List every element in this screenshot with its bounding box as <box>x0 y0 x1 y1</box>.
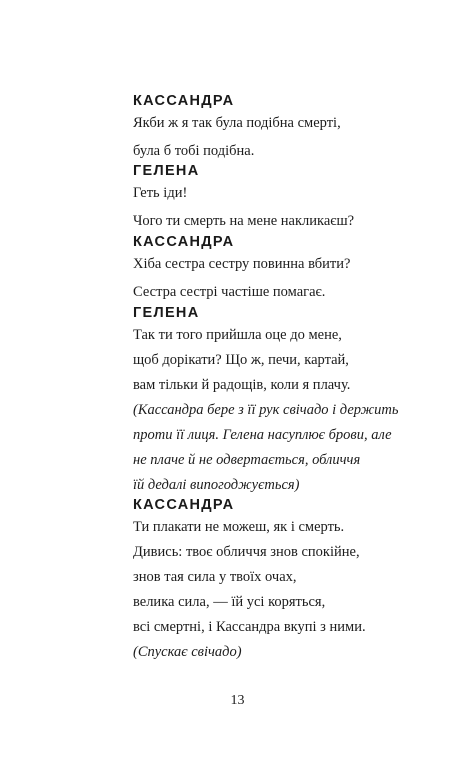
dialogue-line: Хіба сестра сестру повинна вбити? <box>133 256 351 272</box>
dialogue-line: Ти плакати не можеш, як і смерть. <box>133 519 345 535</box>
dialogue-line: Якби ж я так була подібна смерті, <box>133 115 341 131</box>
speaker-name: КАССАНДРА <box>133 234 235 250</box>
dialogue-block-helena-1 <box>133 162 453 230</box>
stage-direction: не плаче й не одвертається, обличчя <box>133 452 361 468</box>
dialogue-line: Дивись: твоє обличчя знов спокійне, <box>133 544 360 560</box>
dialogue-line: Геть іди! <box>133 185 188 201</box>
dialogue-block-helena-2 <box>133 304 453 494</box>
stage-direction: (Спускає свічадо) <box>133 644 242 660</box>
dialogue-line: Чого ти смерть на мене накликаєш? <box>133 213 355 229</box>
dialogue-line: велика сила, — їй усі коряться, <box>133 594 326 610</box>
dialogue-block-kassandra-1 <box>133 92 453 160</box>
dialogue-line: знов тая сила у твоїх очах, <box>133 569 297 585</box>
dialogue-block-kassandra-2 <box>133 233 453 301</box>
dialogue-line: Так ти того прийшла оце до мене, <box>133 327 342 343</box>
speaker-name: КАССАНДРА <box>133 497 235 513</box>
speaker-name: КАССАНДРА <box>133 93 235 109</box>
dialogue-block-kassandra-3 <box>133 496 453 661</box>
dialogue-line: була б тобі подібна. <box>133 143 255 159</box>
dialogue-line: всі смертні, і Кассандра вкупі з ними. <box>133 619 366 635</box>
dialogue-line: вам тільки й радощів, коли я плачу. <box>133 377 351 393</box>
speaker-name: ГЕЛЕНА <box>133 305 200 321</box>
stage-direction: проти її лиця. Гелена насуплює брови, але <box>133 427 392 443</box>
dialogue-line: Сестра сестрі частіше помагає. <box>133 284 326 300</box>
stage-direction: їй дедалі випогоджується) <box>133 477 300 493</box>
dialogue-line: щоб дорікати? Що ж, печи, картай, <box>133 352 349 368</box>
page-number: 13 <box>230 693 245 708</box>
speaker-name: ГЕЛЕНА <box>133 163 200 179</box>
stage-direction: (Кассандра бере з її рук свічадо і держить <box>133 402 399 418</box>
